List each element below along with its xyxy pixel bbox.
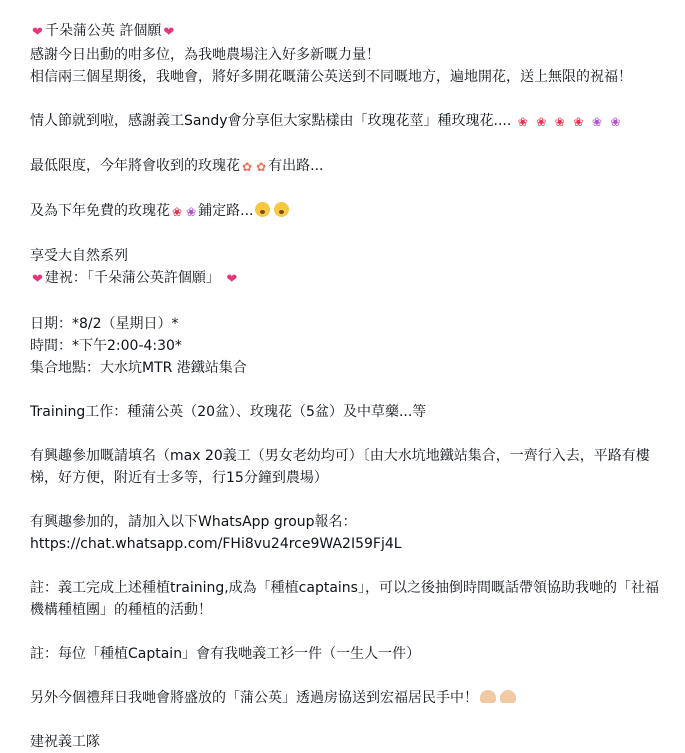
meeting-point-text: 集合地點：大水坑MTR 港鐵站集合 — [30, 360, 247, 376]
post-title-line — [30, 20, 670, 44]
rose-icon: ❀ — [536, 115, 547, 129]
wish-text: 建祝：「千朵蒲公英許個願」 — [44, 270, 220, 286]
note-tshirt-text: 註：每位「種植Captain」會有我哋義工衫一件（一生人一件） — [30, 646, 421, 662]
astonished-face-icon — [274, 202, 289, 217]
series-text: 享受大自然系列 — [30, 248, 128, 264]
minimum-text: 最低限度，今年將會收到的玫瑰花 — [30, 158, 240, 174]
heart-icon: ❤ — [226, 272, 238, 287]
post-title: 千朵蒲公英 許個願 — [44, 23, 162, 39]
signature-text: 建祝義工隊 — [30, 734, 100, 750]
rose-icon: ❀ — [573, 115, 584, 129]
heart-icon: ❤ — [32, 25, 43, 40]
valentine-line — [30, 110, 670, 133]
bouquet-icon: ✿ — [242, 160, 253, 174]
note-captains-text: 註：義工完成上述種植training,成為「種植captains」，可以之後抽倒時間嘅話帶領協助我哋的「社福機構種植團」的種植的活動！ — [30, 580, 659, 618]
next-year-line — [30, 200, 670, 223]
astonished-face-icon — [255, 202, 270, 217]
valentine-text: 情人節就到啦，感謝義工Sandy會分享佢大家點樣由「玫瑰花莖」種玫瑰花.... — [30, 113, 512, 129]
signup-text: 有興趣參加嘅請填名（max 20義工（男女老幼均可）〔由大水坑地鐵站集合，一齊行入去，平路有樓梯，好方便，附近有士多等，行15分鐘到農場） — [30, 448, 650, 486]
tulip-icon: ❀ — [186, 205, 197, 219]
bouquet-icon: ✿ — [256, 160, 267, 174]
heart-icon: ❤ — [32, 272, 43, 287]
time-text: 時間：*下午2:00-4:30* — [30, 338, 182, 354]
thanks-text: 感謝今日出動的咁多位，為我哋農場注入好多新嘅力量！ — [30, 47, 380, 63]
rose-icon: ❀ — [172, 205, 183, 219]
flexed-biceps-icon — [500, 690, 516, 703]
next-year-text-end: 鋪定路... — [198, 203, 254, 219]
minimum-line — [30, 155, 670, 178]
delivery-text: 另外今個禮拜日我哋會將盛放的「蒲公英」透過房協送到宏福居民手中！ — [30, 690, 478, 706]
date-text: 日期：*8/2（星期日）* — [30, 316, 179, 332]
heart-icon: ❤ — [163, 25, 175, 40]
post-body — [30, 20, 670, 753]
tulip-icon: ❀ — [591, 115, 602, 129]
whatsapp-intro-text: 有興趣參加的，請加入以下WhatsApp group報名： — [30, 514, 357, 530]
rose-icon: ❀ — [554, 115, 565, 129]
minimum-text-end: 有出路... — [268, 158, 324, 174]
rose-icon: ❀ — [517, 115, 528, 129]
wish-line — [30, 267, 670, 291]
flexed-biceps-icon — [480, 690, 496, 703]
blessing-text: 相信兩三個星期後，我哋會，將好多開花嘅蒲公英送到不同嘅地方，遍地開花，送上無限的祝福！ — [30, 69, 632, 85]
tulip-icon: ❀ — [610, 115, 621, 129]
delivery-line — [30, 687, 670, 709]
whatsapp-link[interactable]: https://chat.whatsapp.com/FHi8vu24rce9WA2I59Fj4L — [30, 536, 402, 552]
training-text: Training工作：種蒲公英（20盆）、玫瑰花（5盆）及中草藥...等 — [30, 404, 427, 420]
next-year-text: 及為下年免費的玫瑰花 — [30, 203, 170, 219]
